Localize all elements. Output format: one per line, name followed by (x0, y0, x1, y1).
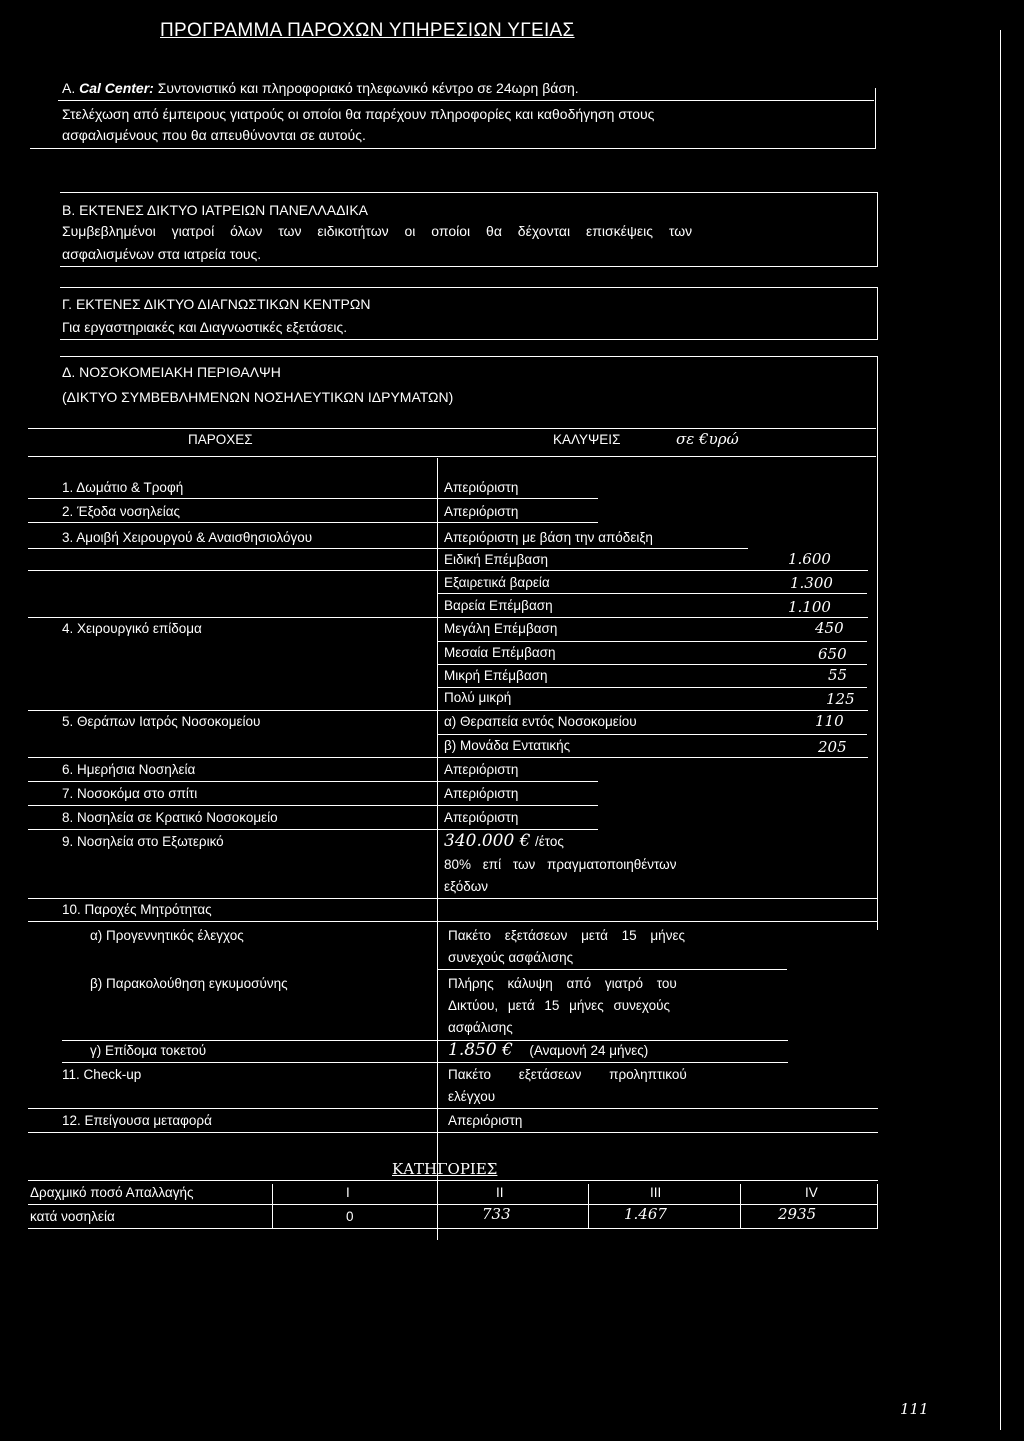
benefit-3c-value: Βαρεία Επέμβαση (444, 598, 553, 613)
divider (28, 522, 598, 523)
divider (28, 710, 868, 711)
benefit-1-label: 1. Δωμάτιο & Τροφή (62, 480, 184, 495)
divider (28, 829, 598, 830)
divider (877, 287, 878, 339)
benefit-11-value2: ελέγχου (448, 1089, 496, 1104)
benefit-2-label: 2. Έξοδα νοσηλείας (62, 504, 181, 519)
benefit-12-label: 12. Επείγουσα μεταφορά (62, 1113, 212, 1128)
benefit-10c-amount: 1.850 € (448, 1040, 513, 1060)
benefit-4d-value: Πολύ μικρή (444, 690, 512, 705)
divider (60, 356, 878, 357)
benefit-4b-amount: 650 (818, 645, 847, 663)
benefit-7-label: 7. Νοσοκόμα στο σπίτι (62, 786, 198, 801)
benefit-2-value: Απεριόριστη (444, 504, 519, 519)
category-value-4: 2935 (778, 1205, 817, 1223)
benefit-11-label: 11. Check-up (62, 1067, 142, 1082)
section-b-line2: ασφαλισμένων στα ιατρεία τους. (62, 246, 262, 262)
categories-heading: ΚΑΤΗΓΟΡΙΕΣ (392, 1160, 498, 1178)
divider (28, 805, 598, 806)
divider (437, 969, 787, 970)
divider (62, 1040, 788, 1041)
benefit-3b-amount: 1.300 (790, 574, 833, 592)
section-b-line1: Συμβεβλημένοι γιατροί όλων των ειδικοτήτων οι οποίοι θα δέχονται επισκέψεις των (62, 223, 693, 239)
benefit-10b-value3: ασφάλισης (448, 1020, 513, 1035)
section-d-subheading: (ΔΙΚΤΥΟ ΣΥΜΒΕΒΛΗΜΕΝΩΝ ΝΟΣΗΛΕΥΤΙΚΩΝ ΙΔΡΥΜΑΤΩΝ) (62, 389, 454, 405)
benefit-9-value2: 80% επί των πραγματοποιηθέντων (444, 857, 677, 872)
benefit-3b-value: Εξαιρετικά βαρεία (444, 575, 550, 590)
category-col-3: III (650, 1185, 662, 1200)
category-col-1: I (346, 1185, 350, 1200)
benefit-9-label: 9. Νοσηλεία στο Εξωτερικό (62, 834, 224, 849)
divider (60, 192, 878, 193)
benefit-10c-label: γ) Επίδομα τοκετού (90, 1043, 207, 1058)
column-header-coverage: ΚΑΛΥΨΕΙΣ (553, 432, 621, 447)
benefit-9-value3: εξόδων (444, 879, 489, 894)
divider (28, 617, 868, 618)
category-col-4: IV (805, 1185, 818, 1200)
divider (437, 1184, 438, 1228)
divider (28, 548, 748, 549)
benefit-4b-value: Μεσαία Επέμβαση (444, 645, 556, 660)
benefit-4-label: 4. Χειρουργικό επίδομα (62, 621, 202, 636)
divider (740, 1184, 741, 1228)
benefit-5-amount: 110 (815, 712, 844, 730)
benefit-3-label: 3. Αμοιβή Χειρουργού & Αναισθησιολόγου (62, 530, 313, 545)
benefit-10a-value: Πακέτο εξετάσεων μετά 15 μήνες (448, 928, 685, 943)
divider (28, 570, 868, 571)
divider (877, 356, 878, 930)
divider (588, 1184, 589, 1228)
benefit-1-value: Απεριόριστη (444, 480, 519, 495)
deductible-label-1: Δραχμικό ποσό Απαλλαγής (30, 1185, 194, 1200)
section-a-heading: Cal Center: (79, 80, 154, 96)
benefit-9-amount: 340.000 € (444, 831, 531, 851)
divider (30, 148, 876, 149)
benefit-10b-value2: Δικτύου, μετά 15 μήνες συνεχούς (448, 998, 671, 1013)
divider (28, 1180, 878, 1181)
benefit-10a-value2: συνεχούς ασφάλισης (448, 950, 574, 965)
divider (28, 498, 598, 499)
benefit-5b-value: β) Μονάδα Εντατικής (444, 738, 571, 753)
deductible-label-2: κατά νοσηλεία (30, 1209, 115, 1224)
divider (437, 734, 867, 735)
divider (62, 1062, 788, 1063)
section-a-label: Α. (62, 80, 76, 96)
benefit-10b-label: β) Παρακολούθηση εγκυμοσύνης (90, 976, 288, 991)
benefit-8-label: 8. Νοσηλεία σε Κρατικό Νοσοκομείο (62, 810, 278, 825)
category-col-2: II (496, 1185, 504, 1200)
benefit-5-value: α) Θεραπεία εντός Νοσοκομείου (444, 714, 637, 729)
divider (437, 641, 867, 642)
divider (28, 898, 878, 899)
page-number: 111 (900, 1400, 929, 1418)
benefit-12-value: Απεριόριστη (448, 1113, 523, 1128)
column-header-currency: σε €υρώ (676, 430, 739, 448)
section-c-line1: Για εργαστηριακές και Διαγνωστικές εξετάσεις. (62, 319, 348, 335)
benefit-10-label: 10. Παροχές Μητρότητας (62, 902, 212, 917)
divider (437, 593, 867, 594)
section-a-line2: Στελέχωση από έμπειρους γιατρούς οι οποίοι θα παρέχουν πληροφορίες και καθοδήγηση στους (62, 106, 655, 122)
benefit-6-value: Απεριόριστη (444, 762, 519, 777)
divider (877, 1184, 878, 1228)
divider (28, 781, 598, 782)
divider (28, 1132, 878, 1133)
section-a-line1: Συντονιστικό και πληροφοριακό τηλεφωνικό κέντρο σε 24ωρη βάση. (157, 80, 579, 96)
benefit-5-label: 5. Θεράπων Ιατρός Νοσοκομείου (62, 714, 261, 729)
benefit-4c-amount: 55 (828, 666, 848, 684)
benefit-7-value: Απεριόριστη (444, 786, 519, 801)
benefit-4c-value: Μικρή Επέμβαση (444, 668, 548, 683)
benefit-6-label: 6. Ημερήσια Νοσηλεία (62, 762, 196, 777)
benefit-3a-value: Ειδική Επέμβαση (444, 552, 549, 567)
benefit-10c-suffix: (Αναμονή 24 μήνες) (529, 1043, 649, 1058)
benefit-4-amount: 450 (815, 619, 844, 637)
divider (58, 100, 874, 101)
divider (60, 266, 878, 267)
divider (60, 339, 878, 340)
divider (272, 1184, 273, 1228)
divider (877, 192, 878, 267)
section-c-heading: Γ. ΕΚΤΕΝΕΣ ΔΙΚΤΥΟ ΔΙΑΓΝΩΣΤΙΚΩΝ ΚΕΝΤΡΩΝ (62, 296, 371, 312)
benefit-10a-label: α) Προγεννητικός έλεγχος (90, 928, 244, 943)
divider (28, 1228, 878, 1229)
benefit-11-value: Πακέτο εξετάσεων προληπτικού (448, 1067, 687, 1082)
page-title: ΠΡΟΓΡΑΜΜΑ ΠΑΡΟΧΩΝ ΥΠΗΡΕΣΙΩΝ ΥΓΕΙΑΣ (160, 20, 575, 41)
divider (28, 1204, 878, 1205)
benefit-8-value: Απεριόριστη (444, 810, 519, 825)
column-divider (437, 458, 438, 1240)
benefit-3c-amount: 1.100 (788, 598, 831, 616)
divider (28, 456, 876, 457)
section-a-line3: ασφαλισμένους που θα απευθύνονται σε αυτούς. (62, 127, 366, 143)
category-value-2: 733 (482, 1205, 511, 1223)
divider (437, 687, 867, 688)
benefit-4d-amount: 125 (826, 690, 855, 708)
divider (437, 664, 867, 665)
divider (28, 1108, 878, 1109)
divider (875, 88, 876, 148)
benefit-10b-value: Πλήρης κάλυψη από γιατρό του (448, 976, 677, 991)
benefit-3-value: Απεριόριστη με βάση την απόδειξη (444, 530, 653, 545)
benefit-5b-amount: 205 (818, 738, 847, 756)
divider (60, 287, 878, 288)
category-value-1: 0 (346, 1209, 354, 1224)
divider (28, 428, 876, 429)
divider (28, 921, 878, 922)
column-header-benefits: ΠΑΡΟΧΕΣ (188, 432, 253, 447)
divider (28, 757, 868, 758)
page-edge-line (1000, 30, 1001, 1430)
benefit-3a-amount: 1.600 (788, 550, 831, 568)
section-d-heading: Δ. ΝΟΣΟΚΟΜΕΙΑΚΗ ΠΕΡΙΘΑΛΨΗ (62, 364, 281, 380)
benefit-4-value: Μεγάλη Επέμβαση (444, 621, 558, 636)
benefit-9-suffix: /έτος (534, 834, 564, 849)
category-value-3: 1.467 (624, 1205, 667, 1223)
section-b-heading: Β. ΕΚΤΕΝΕΣ ΔΙΚΤΥΟ ΙΑΤΡΕΙΩΝ ΠΑΝΕΛΛΑΔΙΚΑ (62, 202, 368, 218)
